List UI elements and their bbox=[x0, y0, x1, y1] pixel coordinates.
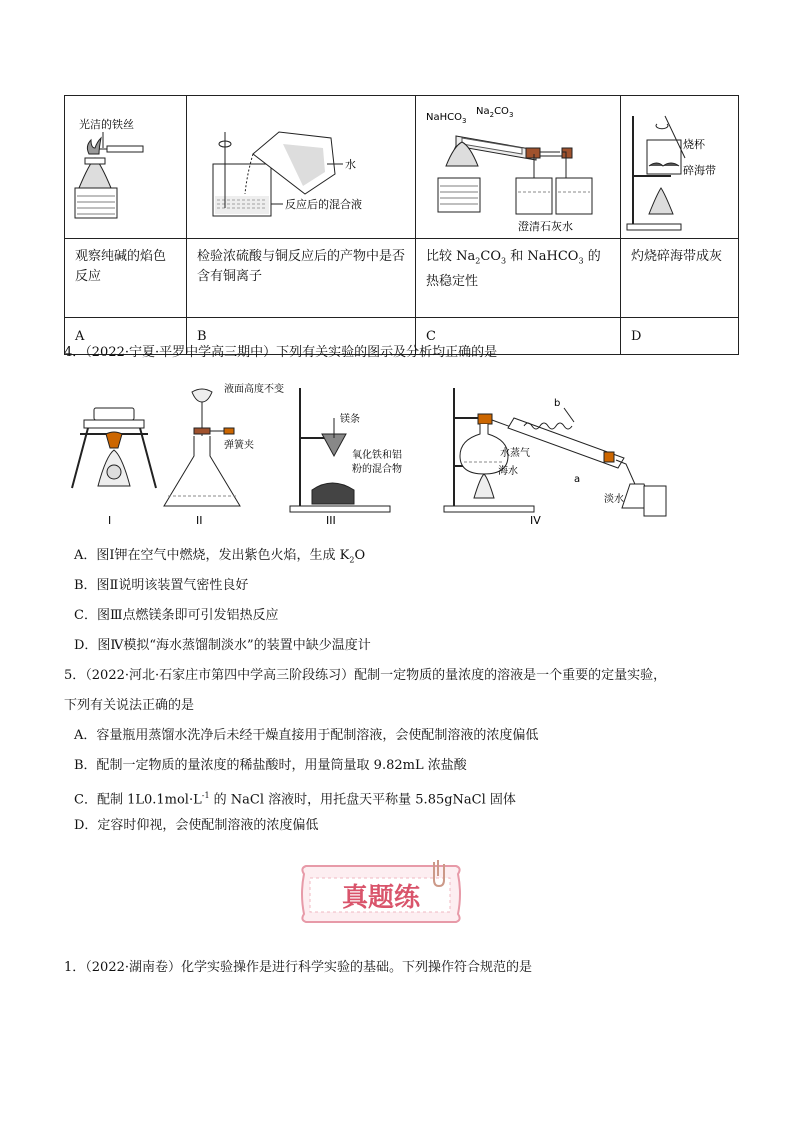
roman-2: II bbox=[196, 514, 203, 527]
question-4-option-a: A．图Ⅰ钾在空气中燃烧，发出紫色火焰，生成 $K_2O$ bbox=[74, 548, 366, 565]
question-5-option-a: A．容量瓶用蒸馏水洗净后未经干燥直接用于配制溶液，会使配制溶液的浓度偏低 bbox=[74, 728, 539, 743]
figure-2-flask bbox=[164, 382, 284, 527]
question-1-stem: 1．（2022·湖南卷）化学实验操作是进行科学实验的基础。下列操作符合规范的是 bbox=[64, 960, 532, 975]
roman-3: III bbox=[326, 514, 336, 527]
label-mixture: 反应后的混合液 bbox=[285, 198, 362, 211]
question-4-stem: 4．（2022·宁夏·平罗中学高三期中）下列有关实验的图示及分析均正确的是 bbox=[64, 345, 498, 360]
label-mg-ribbon: 镁条 bbox=[340, 414, 360, 425]
flame-test-figure bbox=[65, 96, 187, 238]
label-spring-clip: 弹簧夹 bbox=[224, 440, 254, 451]
figure-3-thermite bbox=[290, 388, 402, 527]
label-vapor: 水蒸气 bbox=[500, 448, 530, 459]
question-5-option-c: C．配制 $1L0.1mol\cdot L^{-1}$ 的 NaCl 溶液时，用托盘天平称量 5.85gNaCl 固体 bbox=[74, 791, 516, 808]
svg-text:NaHCO3: NaHCO$_3$ bbox=[426, 112, 467, 125]
label-mixture-1: 氧化铁和铝 bbox=[352, 450, 402, 461]
question-5-option-b: B．配制一定物质的量浓度的稀盐酸时，用量筒量取 9.82mL 浓盐酸 bbox=[74, 758, 467, 773]
label-limewater: 澄清石灰水 bbox=[518, 220, 573, 233]
seaweed-ash-figure bbox=[621, 96, 739, 238]
figure-4-distillation bbox=[444, 388, 666, 527]
roman-1: I bbox=[108, 514, 112, 527]
label-nahco3: NaHCO bbox=[426, 112, 462, 123]
figure-1-potassium bbox=[72, 408, 156, 527]
question-5-stem-line2: 下列有关说法正确的是 bbox=[64, 698, 195, 713]
question-4-option-c: C．图Ⅲ点燃镁条即可引发铝热反应 bbox=[74, 608, 279, 623]
cell-d-figure bbox=[621, 96, 739, 239]
section-banner bbox=[296, 858, 466, 930]
option-b-desc: 检验浓硫酸与铜反应后的产物中是否含有铜离子 bbox=[187, 239, 416, 318]
experiment-table bbox=[64, 95, 739, 355]
cell-b-figure bbox=[187, 96, 416, 239]
cell-c-figure bbox=[416, 96, 621, 239]
label-b: b bbox=[554, 398, 561, 409]
label-seaweed: 碎海带 bbox=[683, 164, 716, 177]
question-4-figure bbox=[64, 378, 704, 528]
svg-text:Na2CO3: $Na_2CO_3$ bbox=[476, 106, 514, 119]
label-level-unchanged: 液面高度不变 bbox=[224, 384, 284, 395]
option-d-desc: 灼烧碎海带成灰 bbox=[621, 239, 739, 318]
question-4-option-d: D．图Ⅳ模拟“海水蒸馏制淡水”的装置中缺少温度计 bbox=[74, 638, 371, 653]
option-d-label: D bbox=[621, 318, 739, 355]
question-5-option-d: D．定容时仰视，会使配制溶液的浓度偏低 bbox=[74, 818, 319, 833]
label-iron-wire: 光洁的铁丝 bbox=[79, 118, 134, 131]
cell-a-figure bbox=[65, 96, 187, 239]
option-c-label: C bbox=[416, 318, 621, 355]
label-na2co3: Na bbox=[476, 106, 490, 117]
question-4-option-b: B．图Ⅱ说明该装置气密性良好 bbox=[74, 578, 249, 593]
option-b-label: B bbox=[187, 318, 416, 355]
label-mixture-2: 粉的混合物 bbox=[352, 464, 402, 475]
label-seawater: 海水 bbox=[498, 466, 518, 477]
label-fresh-water: 淡水 bbox=[604, 494, 624, 505]
label-water: 水 bbox=[345, 158, 356, 171]
copper-ion-test-figure bbox=[187, 96, 416, 238]
question-5-stem-line1: 5．（2022·河北·石家庄市第四中学高三阶段练习）配制一定物质的量浓度的溶液是一个重要的定量实验， bbox=[64, 668, 667, 683]
option-a-desc: 观察纯碱的焰色反应 bbox=[65, 239, 187, 318]
label-beaker: 烧杯 bbox=[683, 138, 705, 151]
option-a-label: A bbox=[65, 318, 187, 355]
label-a: a bbox=[574, 474, 581, 485]
option-c-desc: 比较 $Na_2CO_3$ 和 NaHCO$_3$ 的热稳定性 bbox=[416, 239, 621, 318]
roman-4: IV bbox=[530, 514, 541, 527]
thermal-stability-figure bbox=[416, 96, 621, 238]
banner-title: 真题练 bbox=[341, 883, 421, 913]
